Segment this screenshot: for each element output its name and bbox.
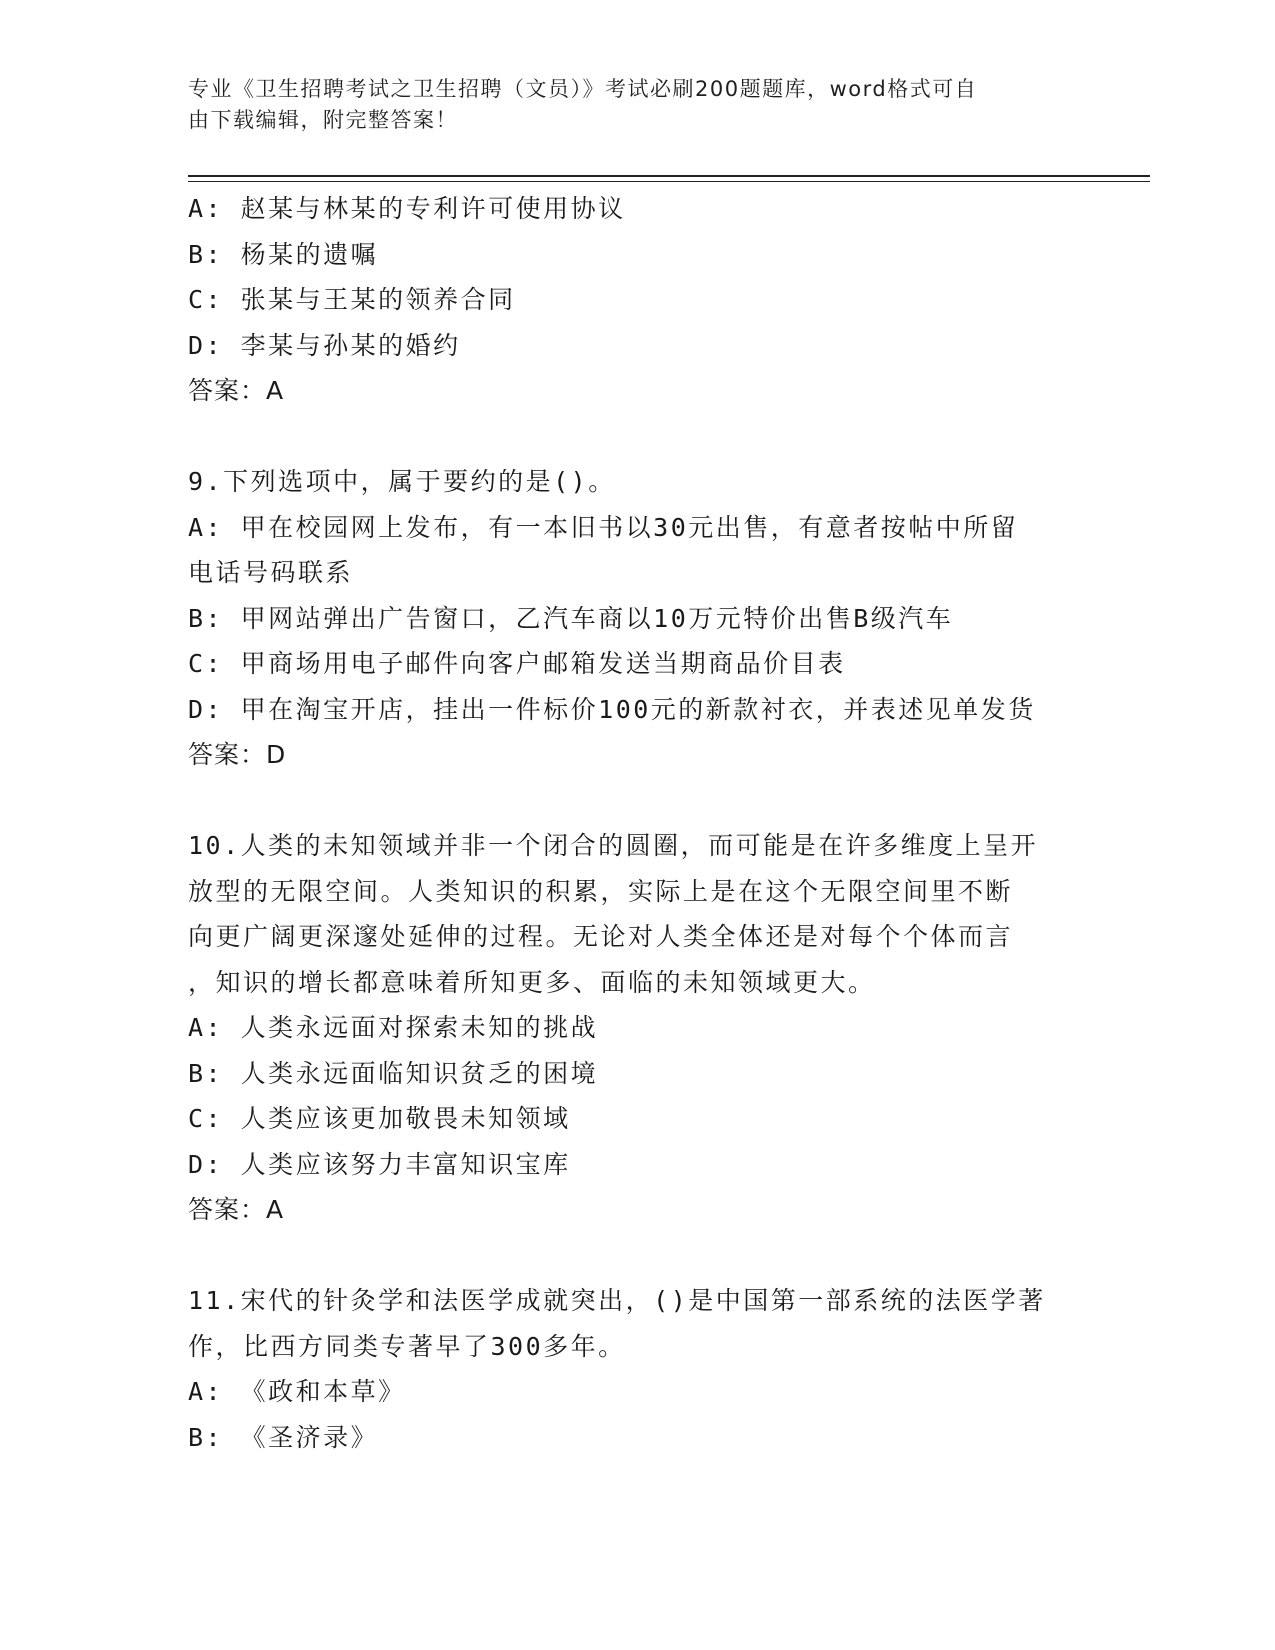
question-stem-line: 放型的无限空间。人类知识的积累，实际上是在这个无限空间里不断 bbox=[188, 876, 1014, 906]
option-d: D: 甲在淘宝开店，挂出一件标价100元的新款衬衣，并表述见单发货 bbox=[188, 694, 1036, 724]
question-10 bbox=[188, 823, 1068, 1233]
question-stem-line: 向更广阔更深邃处延伸的过程。无论对人类全体还是对每个个体而言 bbox=[188, 922, 1014, 951]
question-stem-line: 11.宋代的针灸学和法医学成就突出，()是中国第一部系统的法医学著 bbox=[188, 1286, 1046, 1315]
question-8 bbox=[188, 186, 1068, 414]
header-line-1: 专业《卫生招聘考试之卫生招聘（文员）》考试必刷200题题库，word格式可自 bbox=[188, 77, 978, 101]
option-d: D: 李某与孙某的婚约 bbox=[188, 330, 461, 360]
option-c: C: 人类应该更加敬畏未知领域 bbox=[188, 1104, 571, 1133]
answer: 答案：D bbox=[188, 740, 287, 769]
option-a: A: 甲在校园网上发布，有一本旧书以30元出售，有意者按帖中所留 bbox=[188, 512, 1019, 542]
question-stem-line: 10.人类的未知领域并非一个闭合的圆圈，而可能是在许多维度上呈开 bbox=[188, 831, 1039, 860]
answer: 答案：A bbox=[188, 376, 285, 405]
spacer bbox=[188, 414, 1068, 460]
header-divider-thin bbox=[188, 181, 1150, 182]
spacer bbox=[188, 778, 1068, 824]
option-a: A: 《政和本草》 bbox=[188, 1377, 406, 1406]
option-c: C: 甲商场用电子邮件向客户邮箱发送当期商品价目表 bbox=[188, 649, 846, 678]
header-line-2: 由下载编辑，附完整答案！ bbox=[188, 108, 458, 132]
question-9 bbox=[188, 459, 1068, 778]
option-d: D: 人类应该努力丰富知识宝库 bbox=[188, 1149, 571, 1179]
option-b: B: 《圣济录》 bbox=[188, 1422, 379, 1452]
question-stem-line: ，知识的增长都意味着所知更多、面临的未知领域更大。 bbox=[188, 967, 876, 997]
question-stem: 9.下列选项中，属于要约的是()。 bbox=[188, 467, 616, 496]
question-content bbox=[188, 186, 1068, 1460]
option-a: A: 赵某与林某的专利许可使用协议 bbox=[188, 194, 626, 223]
spacer bbox=[188, 1233, 1068, 1279]
question-11 bbox=[188, 1278, 1068, 1460]
question-stem-line: 作，比西方同类专著早了300多年。 bbox=[188, 1331, 626, 1361]
option-b: B: 人类永远面临知识贫乏的困境 bbox=[188, 1058, 599, 1088]
option-b: B: 甲网站弹出广告窗口，乙汽车商以10万元特价出售B级汽车 bbox=[188, 603, 954, 633]
answer: 答案：A bbox=[188, 1195, 285, 1224]
option-a-continued: 电话号码联系 bbox=[188, 558, 354, 587]
option-c: C: 张某与王某的领养合同 bbox=[188, 285, 516, 314]
option-a: A: 人类永远面对探索未知的挑战 bbox=[188, 1013, 599, 1042]
header-divider-thick bbox=[188, 175, 1150, 177]
document-header bbox=[188, 74, 1078, 136]
option-b: B: 杨某的遗嘱 bbox=[188, 239, 379, 269]
